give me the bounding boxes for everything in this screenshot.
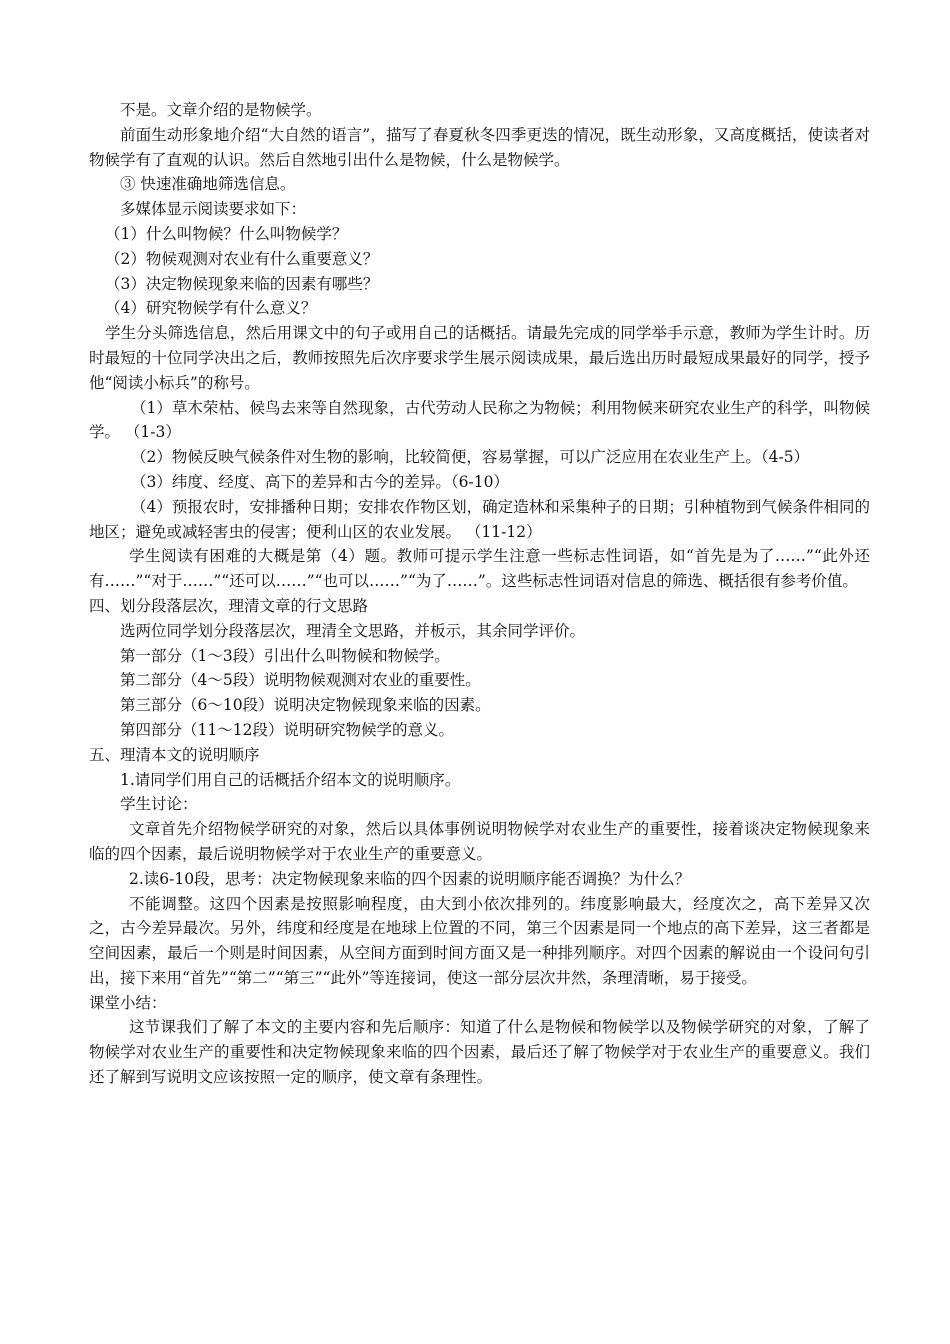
section-heading: 五、理清本文的说明顺序 bbox=[89, 745, 260, 764]
paragraph: 这节课我们了解了本文的主要内容和先后顺序：知道了什么是物候和物候学以及物候学研究的对象，了解了物候学对农业生产的重要性和决定物候现象来临的四个因素，最后还了解了物候学对于农业生产的重要意义。我们还了解到写说明文应该按照一定的顺序，使文章有条理性。 bbox=[89, 1018, 870, 1087]
answer-item: （1）草木荣枯、候鸟去来等自然现象，古代劳动人民称之为物候；利用物候来研究农业生产的科学，叫物候学。 （1-3） bbox=[89, 398, 870, 442]
answer-item: （2）物候反映气候条件对生物的影响，比较简便，容易掌握，可以广泛应用在农业生产上。（4-5） bbox=[131, 448, 810, 467]
paragraph: 学生阅读有困难的大概是第（4）题。教师可提示学生注意一些标志性词语，如“首先是为了……”“此外还有……”“对于……”“还可以……”“也可以……”“为了……”。这些标志性词语对信息的筛选、概括很有参考价值。 bbox=[89, 547, 870, 591]
paragraph: 不是。文章介绍的是物候学。 bbox=[120, 101, 322, 119]
paragraph: 多媒体显示阅读要求如下： bbox=[120, 200, 307, 219]
list-item: （4）研究物候学有什么意义？ bbox=[105, 299, 317, 318]
paragraph: 第一部分（1～3段）引出什么叫物候和物候学。 bbox=[120, 646, 450, 665]
section-heading: 课堂小结： bbox=[89, 993, 167, 1012]
paragraph: 第三部分（6～10段）说明决定物候现象来临的因素。 bbox=[120, 696, 491, 715]
paragraph: 第四部分（11～12段）说明研究物候学的意义。 bbox=[120, 720, 454, 739]
list-item: （1）什么叫物候？什么叫物候学？ bbox=[105, 224, 348, 243]
paragraph: 2.读6-10段，思考：决定物候现象来临的四个因素的说明顺序能否调换？为什么？ bbox=[129, 869, 691, 888]
paragraph: 前面生动形象地介绍“大自然的语言”，描写了春夏秋冬四季更迭的情况，既生动形象，又高度概括，使读者对物候学有了直观的认识。然后自然地引出什么是物候，什么是物候学。 bbox=[89, 125, 870, 169]
paragraph: 第二部分（4～5段）说明物候观测对农业的重要性。 bbox=[120, 671, 481, 690]
answer-item: （4）预报农时，安排播种日期；安排农作物区划，确定造林和采集种子的日期；引种植物到气候条件相同的地区；避免或减轻害虫的侵害；便利山区的农业发展。 （11-12） bbox=[89, 497, 870, 541]
list-item: （2）物候观测对农业有什么重要意义？ bbox=[105, 249, 379, 268]
paragraph: 不能调整。这四个因素是按照影响程度，由大到小依次排列的。纬度影响最大，经度次之，高下差异又次之，古今差异最次。另外，纬度和经度是在地球上位置的不同，第三个因素是同一个地点的高下差异，这三者都是空间因素，最后一个则是时间因素，从空间方面到时间方面又是一种排列顺序。对四个因素的解说由一个设问句引出，接下来用“首先”“第二”“第三”“此外”等连接词，使这一部分层次井然，条理清晰，易于接受。 bbox=[89, 894, 870, 987]
paragraph: 文章首先介绍物候学研究的对象，然后以具体事例说明物候学对农业生产的重要性，接着谈决定物候现象来临的四个因素，最后说明物候学对于农业生产的重要意义。 bbox=[89, 820, 870, 863]
paragraph: 学生讨论： bbox=[120, 795, 198, 814]
list-item: （3）决定物候现象来临的因素有哪些？ bbox=[105, 274, 379, 293]
paragraph: 选两位同学划分段落层次，理清全文思路，并板示，其余同学评价。 bbox=[120, 621, 586, 640]
section-heading: 四、划分段落层次，理清文章的行文思路 bbox=[89, 596, 369, 615]
answer-item: （3）纬度、经度、高下的差异和古今的差异。（6-10） bbox=[131, 472, 509, 491]
paragraph: 学生分头筛选信息，然后用课文中的句子或用自己的话概括。请最先完成的同学举手示意，教师为学生计时。历时最短的十位同学决出之后，教师按照先后次序要求学生展示阅读成果，最后选出历时最短成果最好的同学，授予他“阅读小标兵”的称号。 bbox=[89, 324, 870, 392]
paragraph: ③ 快速准确地筛选信息。 bbox=[120, 175, 296, 194]
paragraph: 1.请同学们用自己的话概括介绍本文的说明顺序。 bbox=[120, 770, 461, 789]
